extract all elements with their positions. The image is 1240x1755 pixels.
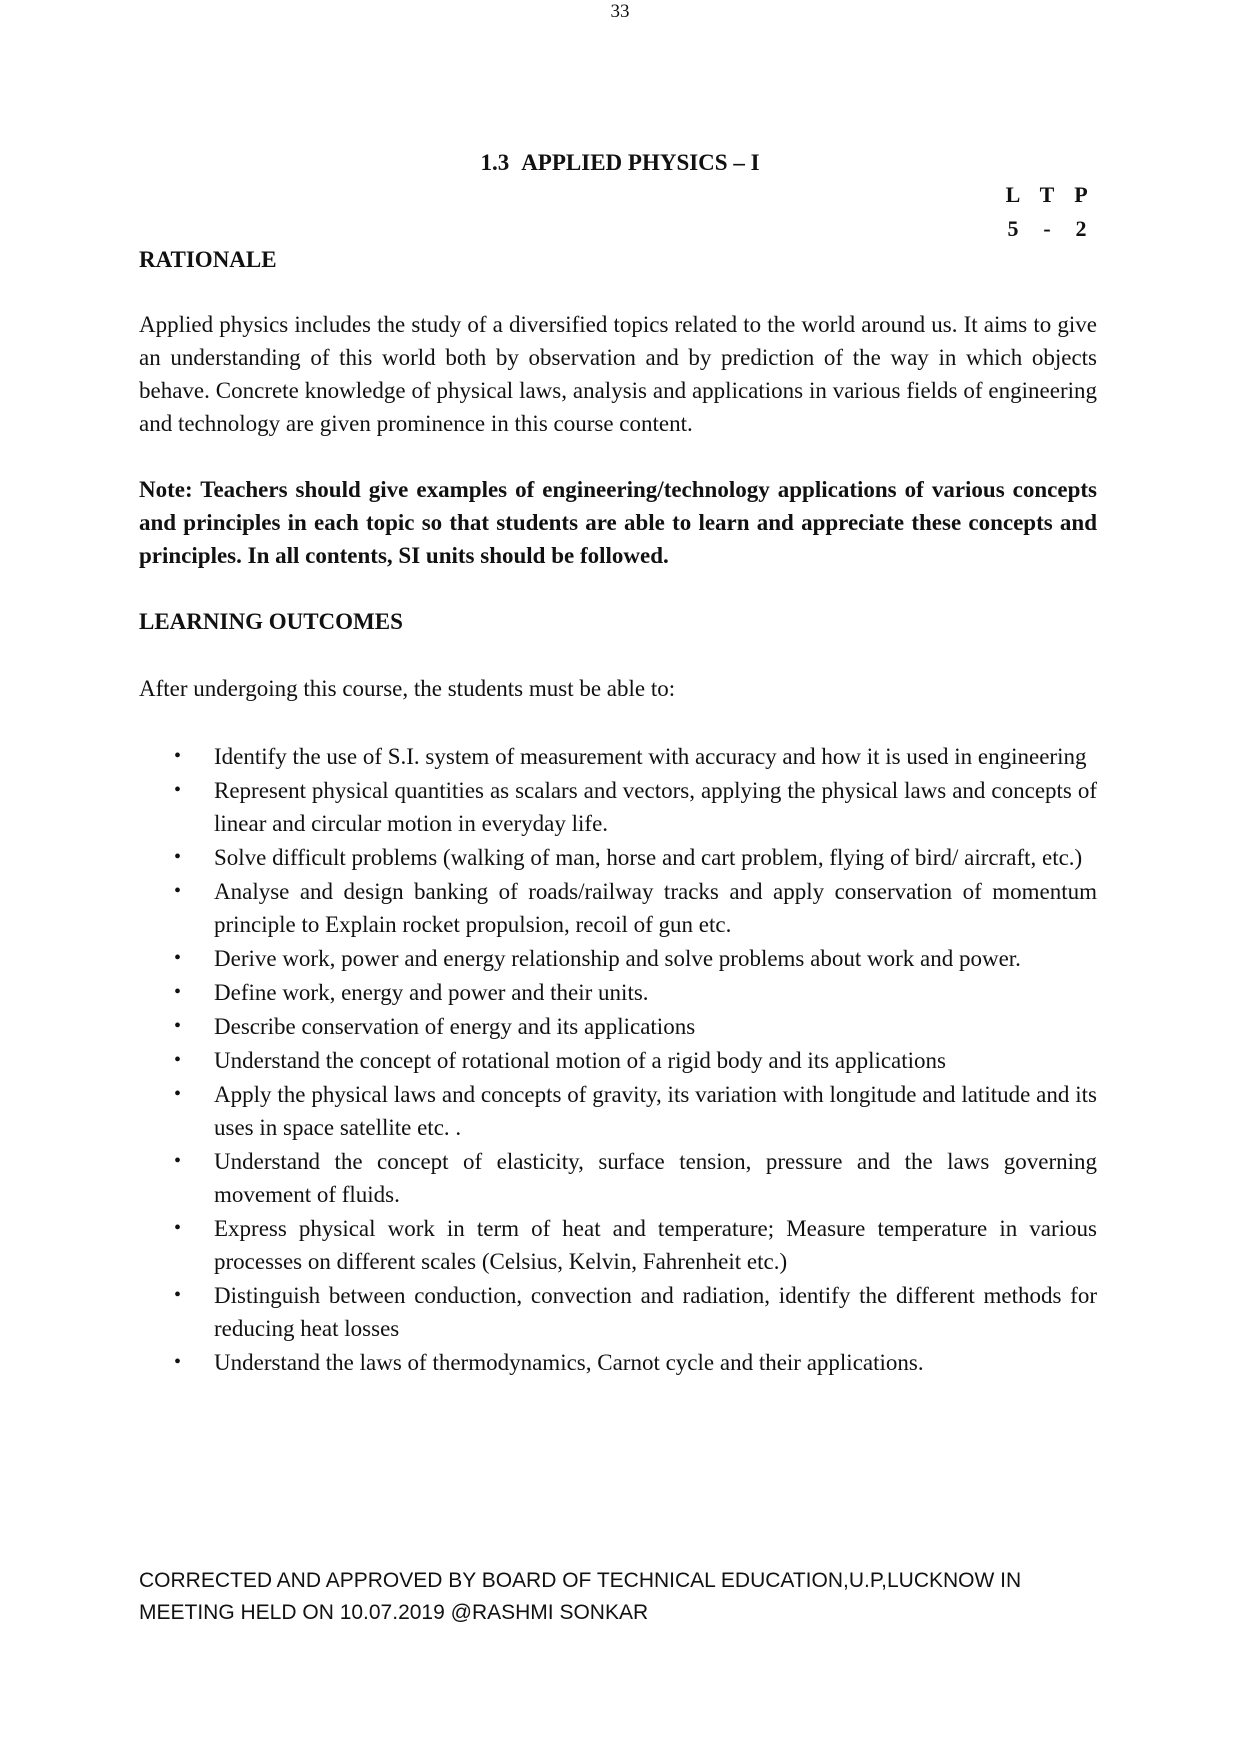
bullet-icon: • xyxy=(174,1083,182,1105)
learning-outcomes-list xyxy=(139,740,1097,1380)
outcome-text: Solve difficult problems (walking of man, horse and cart problem, flying of bird/ aircraft, etc.) xyxy=(214,845,1083,870)
rationale-text: Applied physics includes the study of a diversified topics related to the world around us. It aims to give an understanding of this world both by observation and by prediction of the way in which objects behave. Concrete knowledge of physical laws, analysis and applications in various fields of engineering and technology are given prominence in this course content. xyxy=(139,312,1097,436)
learning-outcomes-intro: After undergoing this course, the students must be able to: xyxy=(139,676,676,701)
ltp-value-row xyxy=(996,212,1098,246)
approval-footer xyxy=(139,1565,1139,1629)
course-title-text: APPLIED PHYSICS – I xyxy=(521,150,760,175)
outcome-text: Understand the laws of thermodynamics, Carnot cycle and their applications. xyxy=(214,1350,924,1375)
outcome-item xyxy=(139,740,1097,773)
outcome-item xyxy=(139,1212,1097,1278)
bullet-icon: • xyxy=(174,779,182,801)
outcome-item xyxy=(139,1145,1097,1211)
outcome-item xyxy=(139,1078,1097,1144)
bullet-icon: • xyxy=(174,846,182,868)
outcome-text: Distinguish between conduction, convection and radiation, identify the different methods for reducing heat losses xyxy=(214,1283,1097,1341)
ltp-header-p: P xyxy=(1074,182,1088,207)
bullet-icon: • xyxy=(174,1150,182,1172)
footer-line-2: MEETING HELD ON 10.07.2019 @RASHMI SONKAR xyxy=(139,1601,649,1624)
outcome-text: Understand the concept of rotational motion of a rigid body and its applications xyxy=(214,1048,946,1073)
bullet-icon: • xyxy=(174,1351,182,1373)
ltp-value-p: 2 xyxy=(1075,216,1087,241)
course-title xyxy=(0,148,1240,178)
outcome-item xyxy=(139,942,1097,975)
outcome-text: Identify the use of S.I. system of measurement with accuracy and how it is used in engineering xyxy=(214,744,1087,769)
outcome-item xyxy=(139,1279,1097,1345)
bullet-icon: • xyxy=(174,981,182,1003)
outcome-item xyxy=(139,841,1097,874)
ltp-table xyxy=(996,178,1098,246)
course-number: 1.3 xyxy=(480,150,510,175)
ltp-value-l: 5 xyxy=(1007,216,1019,241)
outcome-text: Express physical work in term of heat and temperature; Measure temperature in various processes on different scales (Celsius, Kelvin, Fahrenheit etc.) xyxy=(214,1216,1097,1274)
bullet-icon: • xyxy=(174,880,182,902)
outcome-text: Define work, energy and power and their units. xyxy=(214,980,649,1005)
outcome-text: Represent physical quantities as scalars and vectors, applying the physical laws and concepts of linear and circular motion in everyday life. xyxy=(214,778,1097,836)
outcome-text: Apply the physical laws and concepts of gravity, its variation with longitude and latitude and its uses in space satellite etc. . xyxy=(214,1082,1097,1140)
footer-line-1: CORRECTED AND APPROVED BY BOARD OF TECHNICAL EDUCATION,U.P,LUCKNOW IN xyxy=(139,1569,1022,1592)
learning-outcomes-heading: LEARNING OUTCOMES xyxy=(139,609,403,634)
outcome-item xyxy=(139,1010,1097,1043)
bullet-icon: • xyxy=(174,1015,182,1037)
outcome-text: Analyse and design banking of roads/railway tracks and apply conservation of momentum principle to Explain rocket propulsion, recoil of gun etc. xyxy=(214,879,1097,937)
bullet-icon: • xyxy=(174,745,182,767)
outcome-item xyxy=(139,1346,1097,1379)
rationale-heading: RATIONALE xyxy=(139,247,277,272)
ltp-header-row xyxy=(996,178,1098,212)
bullet-icon: • xyxy=(174,1217,182,1239)
outcome-item xyxy=(139,875,1097,941)
ltp-header-t: T xyxy=(1039,182,1055,207)
teacher-note: Note: Teachers should give examples of engineering/technology applications of various concepts and principles in each topic so that students are able to learn and appreciate these concepts and principles. In all contents, SI units should be followed. xyxy=(139,477,1097,568)
page-number: 33 xyxy=(610,1,630,22)
ltp-header-l: L xyxy=(1005,182,1021,207)
ltp-value-t: - xyxy=(1043,216,1051,241)
outcome-text: Understand the concept of elasticity, surface tension, pressure and the laws governing movement of fluids. xyxy=(214,1149,1097,1207)
outcome-item xyxy=(139,774,1097,840)
outcome-text: Describe conservation of energy and its applications xyxy=(214,1014,696,1039)
outcome-item xyxy=(139,976,1097,1009)
bullet-icon: • xyxy=(174,947,182,969)
outcome-text: Derive work, power and energy relationship and solve problems about work and power. xyxy=(214,946,1021,971)
outcome-item xyxy=(139,1044,1097,1077)
bullet-icon: • xyxy=(174,1049,182,1071)
bullet-icon: • xyxy=(174,1284,182,1306)
